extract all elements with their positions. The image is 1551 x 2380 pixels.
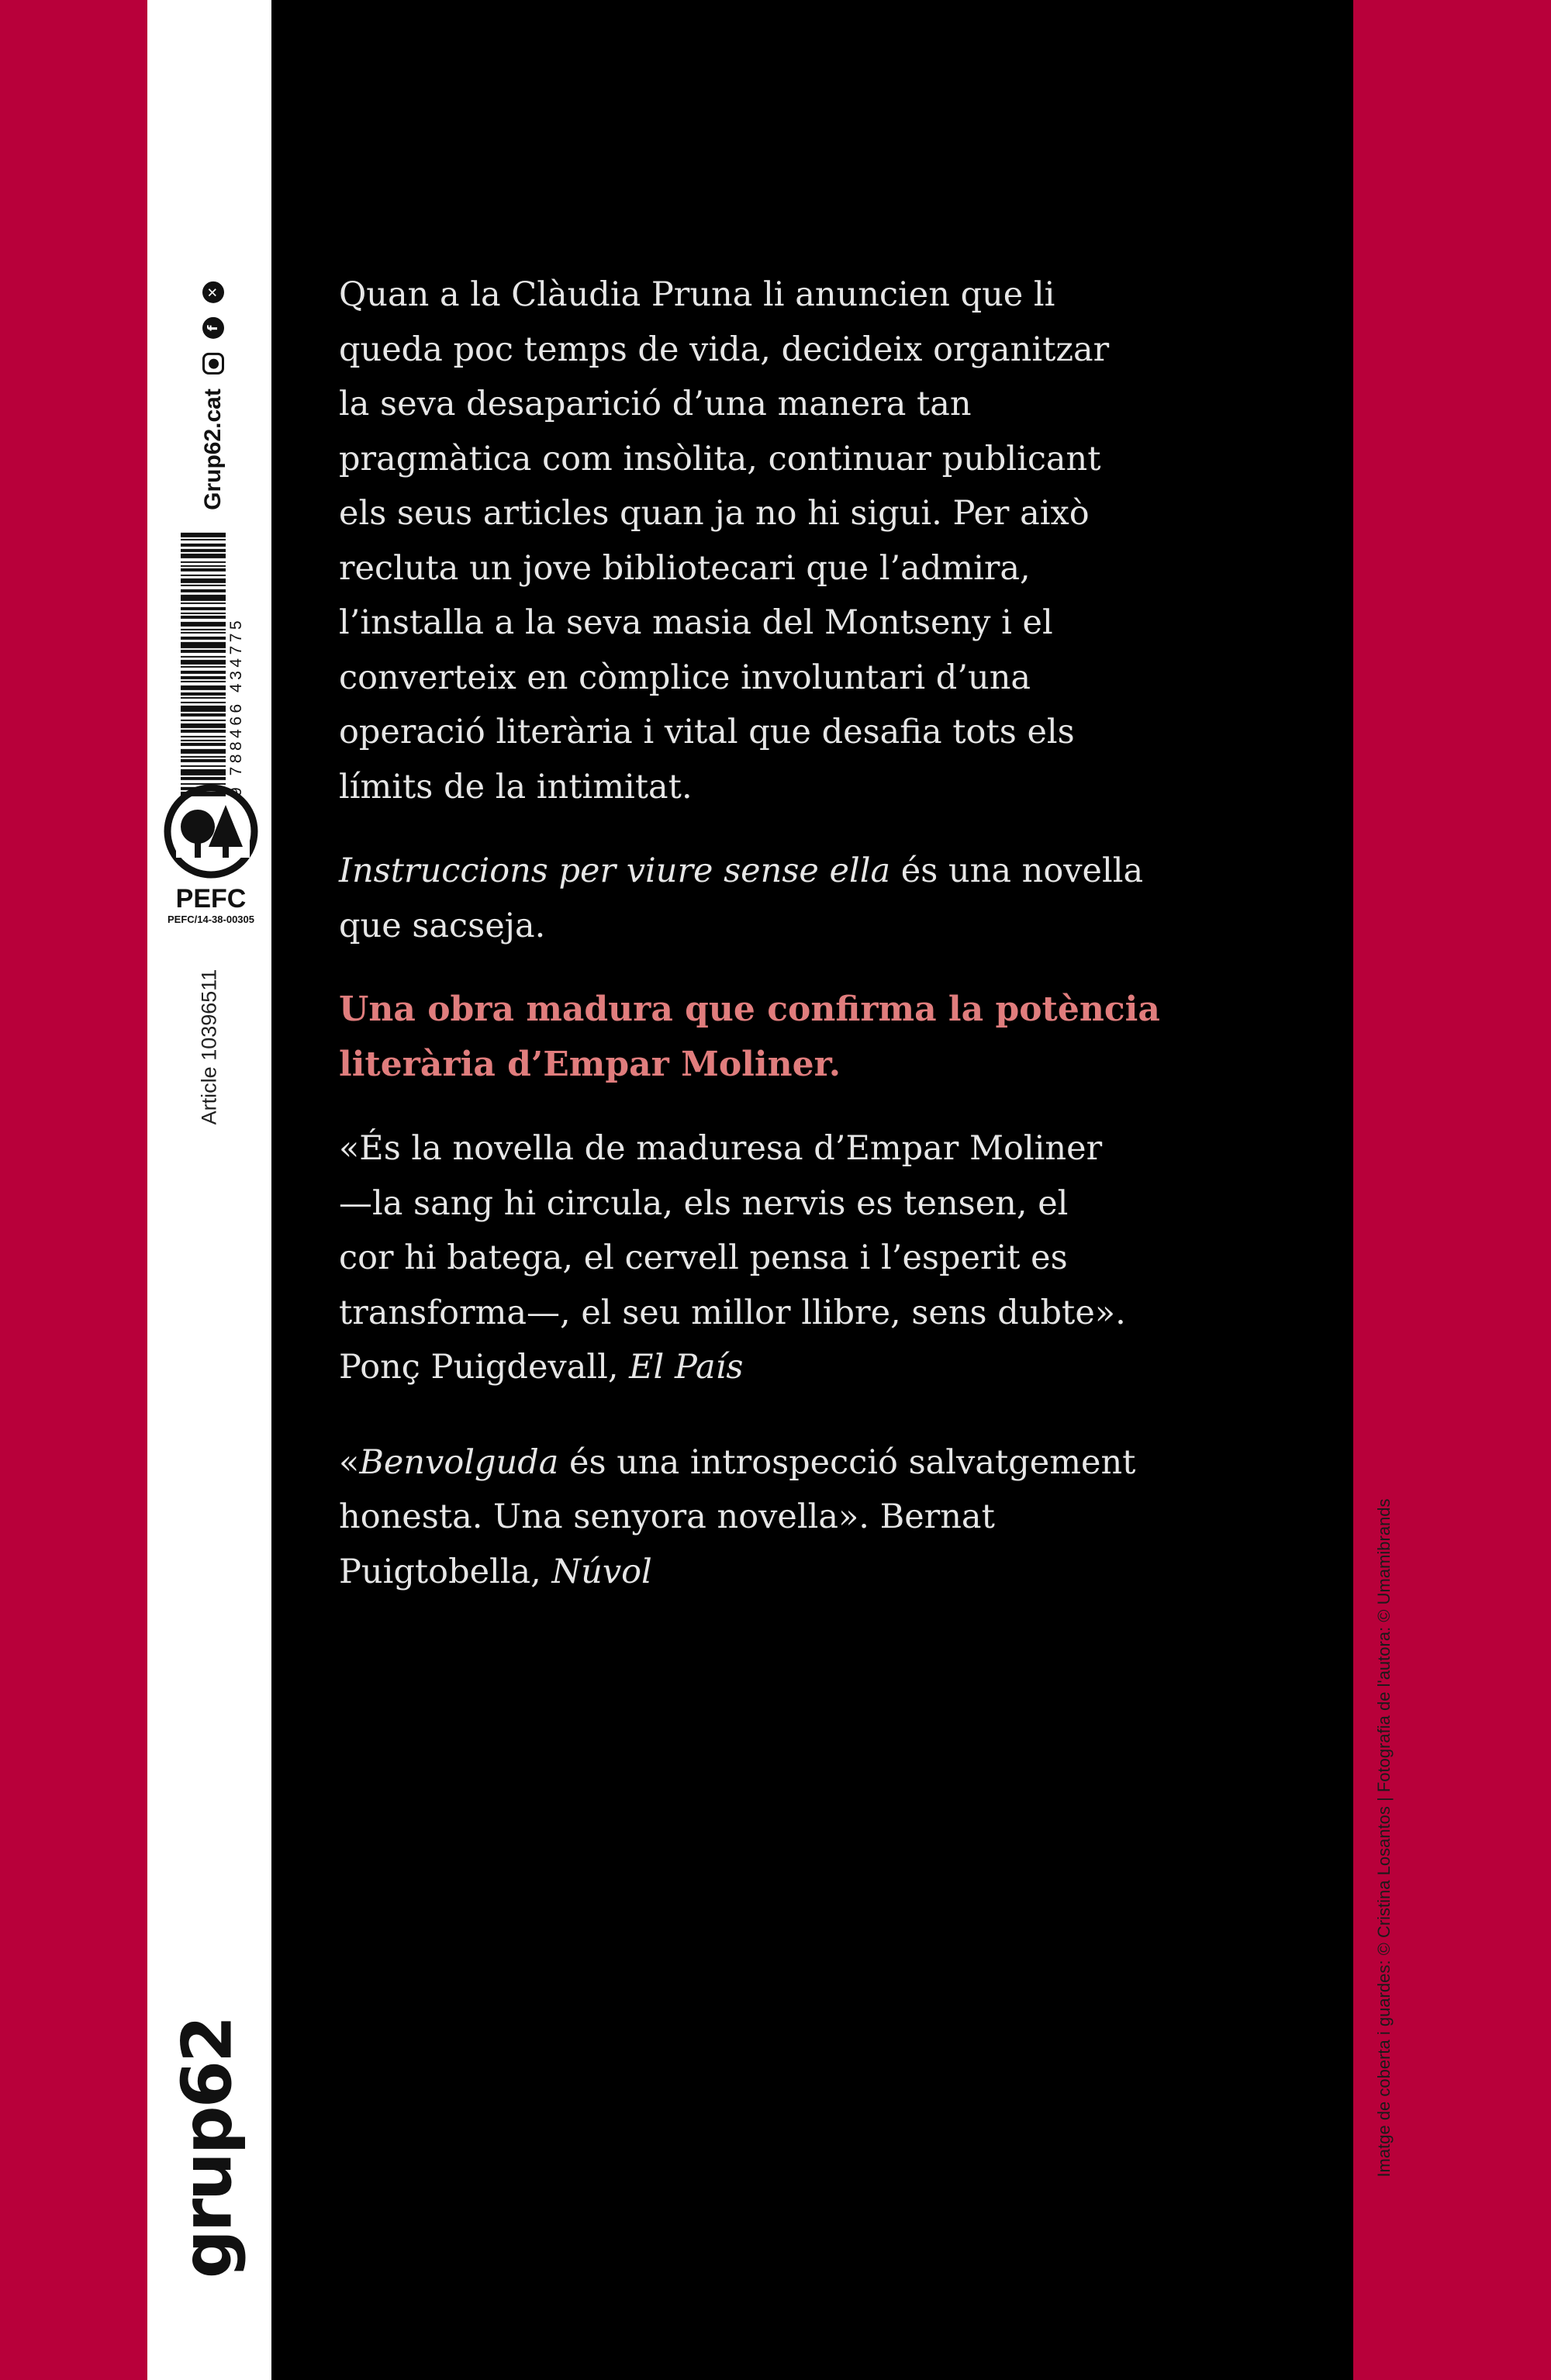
- barcode-bar: [181, 629, 226, 630]
- barcode-bar: [181, 568, 226, 572]
- back-cover-text: [339, 268, 1238, 1599]
- barcode-bar: [181, 539, 226, 541]
- pefc-logo-icon: [161, 783, 261, 884]
- barcode-bar: [181, 589, 226, 592]
- barcode-bar: [181, 777, 226, 780]
- barcode-bar: [181, 676, 226, 679]
- barcode-bar: [181, 702, 226, 703]
- barcode-bar: [181, 595, 226, 601]
- article-code: Article 10396511: [197, 969, 221, 1125]
- quote2-author: Puigtobella,: [339, 1552, 552, 1591]
- tagline: Instruccions per viure sense ella és una novella que sacseja.: [339, 851, 1144, 945]
- instagram-icon: ●: [202, 353, 224, 375]
- barcode-bar: [181, 759, 226, 762]
- pefc-code: PEFC/14-38-00305: [167, 914, 254, 925]
- quote2-title: Benvolguda: [359, 1442, 559, 1482]
- barcode-bar: [181, 603, 226, 604]
- barcode-bar: [181, 642, 226, 648]
- barcode-bar: [181, 720, 226, 721]
- barcode-bar: [181, 666, 226, 668]
- synopsis: Quan a la Clàudia Pruna li anuncien que li queda poc temps de vida, decideix organitzar la seva desaparició d’una manera tan pragmàtica com insòlita, continuar publicant els seus articles quan ja no hi sigui. Per això recluta un jove bibliotecari que l’admira, l’installa a la seva masia del Montseny i el converteix en còmplice involuntari d’una operació literària i vital que desafia tots els límits de la intimitat.: [339, 275, 1110, 807]
- barcode-bar: [181, 706, 226, 712]
- review-quote-2: «Benvolguda és una introspecció salvatgement honesta. Una senyora novella». Bernat Puigtobella, Núvol: [339, 1442, 1136, 1591]
- barcode-bar: [181, 749, 226, 754]
- barcode-bar: [181, 544, 226, 547]
- review-quote-1: «És la novella de maduresa d’Empar Moliner —la sang hi circula, els nervis es tensen, el cor hi batega, el cervell pensa i l’esperit es transforma—, el seu millor llibre, sens dubte». Ponç Puigdevall, El País: [339, 1129, 1126, 1387]
- image-credits: Imatge de coberta i guardes: © Cristina Losantos | Fotografia de l'autora: © Umamibrands: [1374, 1498, 1394, 2178]
- left-flap-band: [0, 0, 147, 2380]
- barcode-bar: [181, 730, 226, 733]
- barcode-bar: [181, 660, 226, 665]
- barcode-bar: [181, 607, 226, 610]
- quote2-source: Núvol: [551, 1552, 652, 1591]
- barcode-bar: [181, 697, 226, 699]
- barcode-bar: [181, 575, 226, 576]
- barcode-bar: [181, 693, 226, 696]
- barcode-bar: [181, 681, 226, 682]
- pefc-mark: [157, 783, 265, 925]
- barcode-bar: [181, 533, 226, 537]
- quote1-author: Ponç Puigdevall,: [339, 1348, 630, 1387]
- barcode-bar: [181, 585, 226, 586]
- barcode-bar: [181, 736, 226, 737]
- barcode-bar: [181, 549, 226, 552]
- barcode-group: [181, 282, 246, 796]
- barcode-bar: [181, 554, 226, 558]
- barcode-bar: [181, 724, 226, 728]
- facebook-icon: f: [202, 317, 224, 339]
- barcode-bar: [181, 686, 226, 690]
- quote1-source: El País: [629, 1348, 744, 1387]
- barcode-bar: [181, 756, 226, 758]
- pefc-label: [161, 884, 261, 912]
- barcode-bars: [181, 530, 226, 796]
- website-label: Grup62.cat: [200, 389, 226, 510]
- barcode-bar: [181, 765, 226, 767]
- barcode-bar: [181, 637, 226, 640]
- barcode-bar: [181, 632, 226, 634]
- x-icon: ✕: [202, 282, 224, 303]
- barcode-bar: [181, 579, 226, 583]
- barcode-bar: [181, 743, 226, 746]
- barcode-bar: [181, 650, 226, 653]
- barcode-bar: [181, 561, 226, 563]
- highlight-blurb: Una obra madura que confirma la potència literària d’Empar Moliner.: [339, 990, 1160, 1084]
- barcode-bar: [181, 616, 226, 619]
- barcode-bar: [181, 622, 226, 627]
- barcode: [181, 530, 246, 796]
- barcode-bar: [181, 671, 226, 674]
- barcode-digits: 9 788466 434775: [227, 617, 245, 796]
- barcode-bar: [181, 565, 226, 567]
- barcode-bar: [181, 713, 226, 717]
- barcode-bar: [181, 656, 226, 658]
- barcode-bar: [181, 769, 226, 775]
- publisher-logo: grup62: [167, 2017, 247, 2279]
- pefc-label-text: PEFC: [175, 884, 247, 912]
- barcode-bar: [181, 740, 226, 741]
- book-title: Instruccions per viure sense ella: [339, 851, 891, 890]
- barcode-bar: [181, 613, 226, 614]
